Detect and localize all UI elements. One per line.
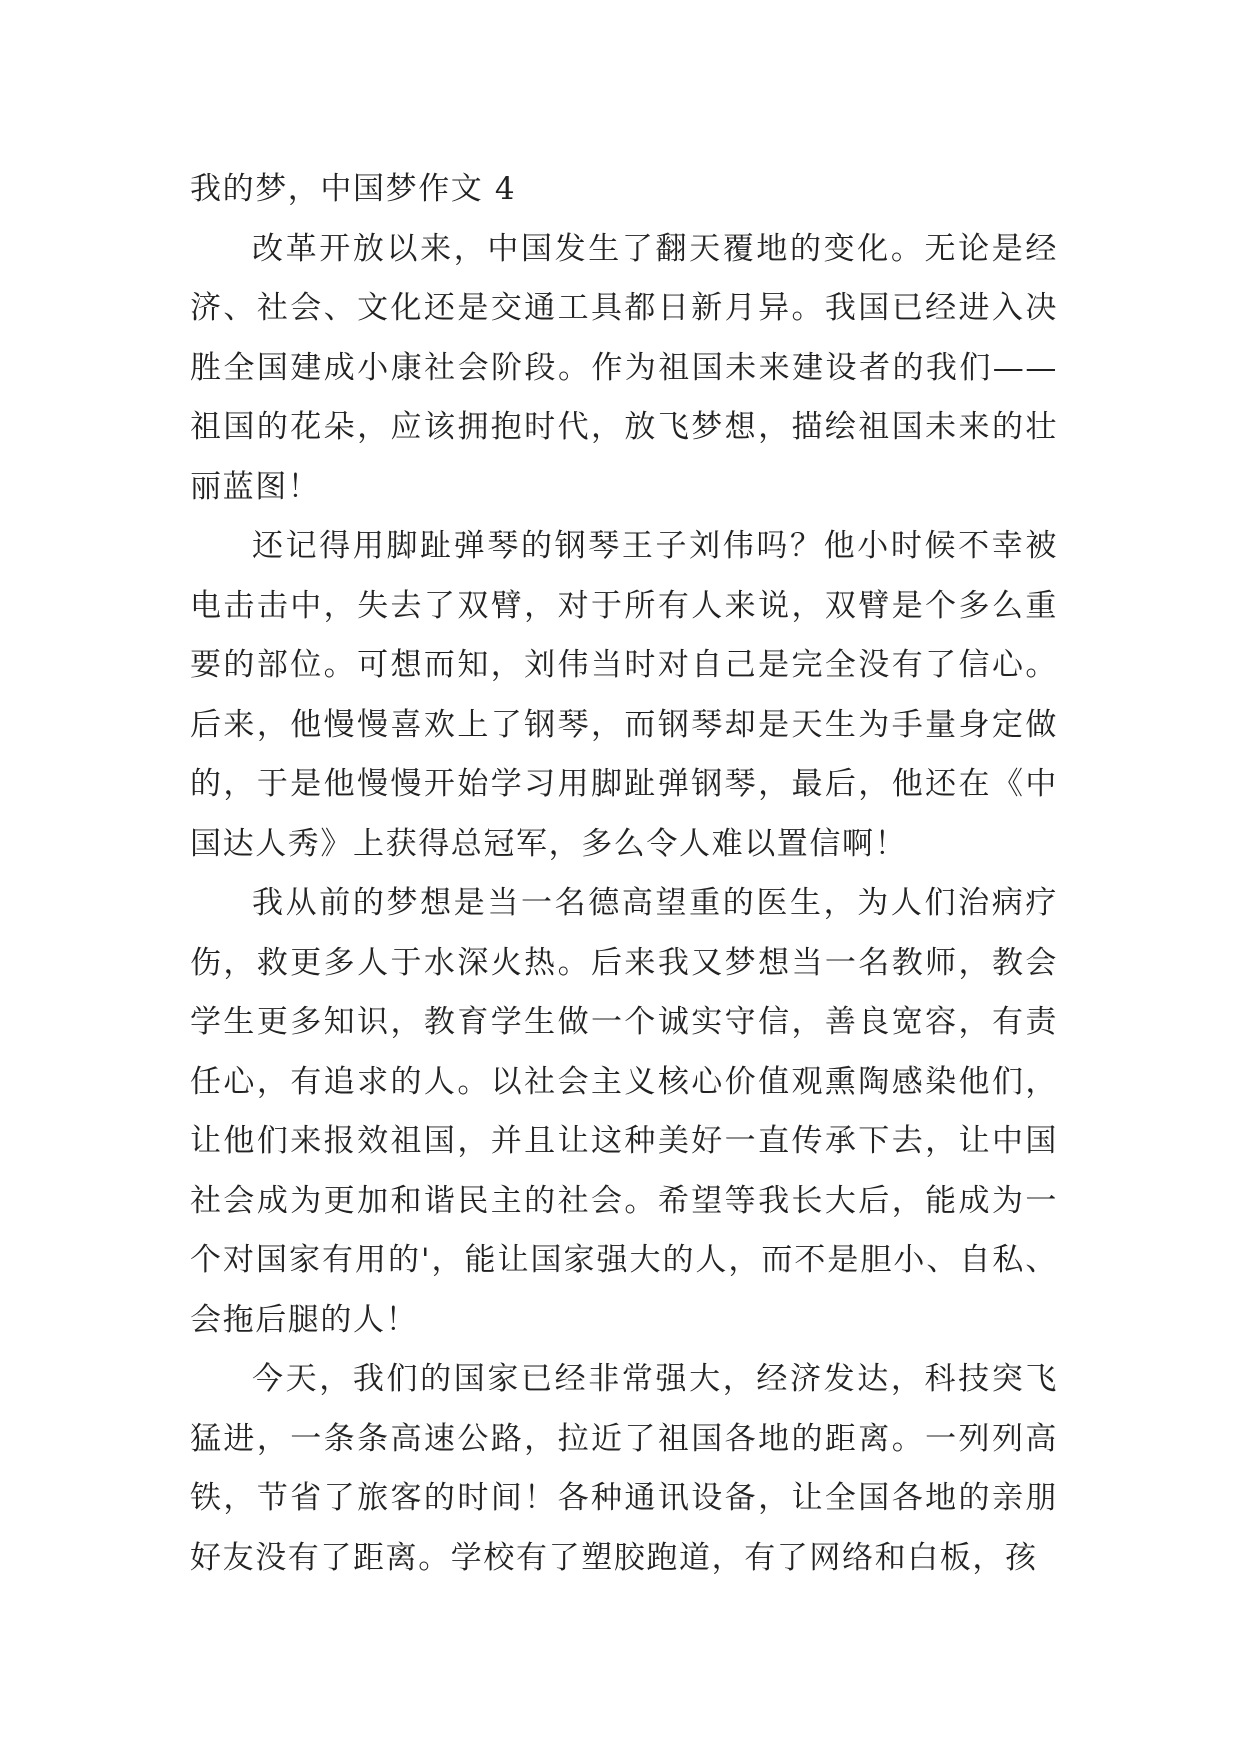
paragraph-3: 我从前的梦想是当一名德高望重的医生，为人们治病疗伤，救更多人于水深火热。后来我又梦想当一名教师，教会学生更多知识，教育学生做一个诚实守信，善良宽容，有责任心，有追求的人。以社会主义核心价值观熏陶感染他们，让他们来报效祖国，并且让这种美好一直传承下去，让中国社会成为更加和谐民主的社会。希望等我长大后，能成为一个对国家有用的'，能让国家强大的人，而不是胆小、自私、会拖后腿的人！ xyxy=(190,885,1058,1338)
paragraph-1: 改革开放以来，中国发生了翻天覆地的变化。无论是经济、社会、文化还是交通工具都日新月异。我国已经进入决胜全国建成小康社会阶段。作为祖国未来建设者的我们——祖国的花朵，应该拥抱时代，放飞梦想，描绘祖国未来的壮丽蓝图！ xyxy=(190,230,1058,505)
document-body xyxy=(190,160,1058,1588)
paragraph-2: 还记得用脚趾弹琴的钢琴王子刘伟吗？他小时候不幸被电击击中，失去了双臂，对于所有人来说，双臂是个多么重要的部位。可想而知，刘伟当时对自己是完全没有了信心。后来，他慢慢喜欢上了钢琴，而钢琴却是天生为手量身定做的，于是他慢慢开始学习用脚趾弹钢琴，最后，他还在《中国达人秀》上获得总冠军，多么令人难以置信啊！ xyxy=(190,528,1058,862)
document-title: 我的梦，中国梦作文 4 xyxy=(190,171,517,207)
paragraph-4: 今天，我们的国家已经非常强大，经济发达，科技突飞猛进，一条条高速公路，拉近了祖国各地的距离。一列列高铁，节省了旅客的时间！各种通讯设备，让全国各地的亲朋好友没有了距离。学校有了塑胶跑道，有了网络和白板，孩 xyxy=(190,1361,1058,1576)
